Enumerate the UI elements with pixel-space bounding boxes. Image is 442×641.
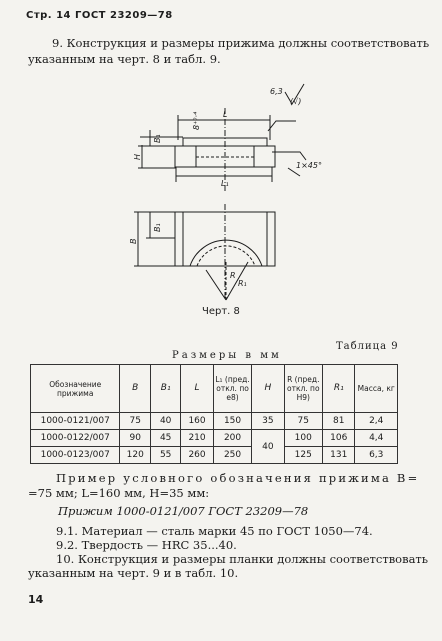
col-mass: Масса, кг <box>355 365 398 413</box>
cell: 1000-0122/007 <box>31 430 120 447</box>
label-R1: R₁ <box>238 279 247 288</box>
table-units: Размеры в мм <box>172 350 282 361</box>
figure-caption: Черт. 8 <box>202 306 240 317</box>
cell: 81 <box>323 413 355 430</box>
item-10-line1: 10. Конструкция и размеры планки должны соответствовать <box>56 552 429 566</box>
label-B1: B₁ <box>153 223 162 232</box>
table-row <box>31 447 398 464</box>
cell: 75 <box>284 413 323 430</box>
cell: 106 <box>323 430 355 447</box>
cell: 120 <box>120 447 151 464</box>
cell: 2,4 <box>355 413 398 430</box>
table-row <box>31 413 398 430</box>
col-B1: B₁ <box>151 365 181 413</box>
cell: 40 <box>252 430 284 464</box>
table-row <box>31 430 398 447</box>
page-header: Стр. 14 ГОСТ 23209—78 <box>26 10 173 21</box>
cell: 90 <box>120 430 151 447</box>
cell: 100 <box>284 430 323 447</box>
cell: 210 <box>181 430 213 447</box>
example-designation: Прижим 1000-0121/007 ГОСТ 23209—78 <box>58 504 309 518</box>
example-line1: Пример условного обозначения прижима B= <box>56 471 420 485</box>
cell: 200 <box>213 430 252 447</box>
col-L: L <box>181 365 213 413</box>
col-B: B <box>120 365 151 413</box>
col-R: R (пред. откл. по H9) <box>284 365 323 413</box>
table-9 <box>30 364 398 464</box>
item-10-line2: указанным на черт. 9 и в табл. 10. <box>28 566 239 580</box>
cell: 40 <box>151 413 181 430</box>
label-angle: 1×45° <box>296 161 322 170</box>
cell: 35 <box>252 413 284 430</box>
cell: 160 <box>181 413 213 430</box>
label-R: R <box>230 271 236 280</box>
item-9-1: 9.1. Материал — сталь марки 45 по ГОСТ 1050—74. <box>56 524 373 538</box>
cell: 250 <box>213 447 252 464</box>
paragraph-9-line2: указанным на черт. 8 и табл. 9. <box>28 52 221 66</box>
item-9-2: 9.2. Твердость — HRC 35...40. <box>56 538 237 552</box>
roughness-value: 6,3 <box>270 87 283 96</box>
col-L1: L₁ (пред. откл. по e8) <box>213 365 252 413</box>
table-header-row <box>31 365 398 413</box>
cell: 45 <box>151 430 181 447</box>
col-H: H <box>252 365 284 413</box>
table-number: Таблица 9 <box>336 341 399 352</box>
cell: 55 <box>151 447 181 464</box>
label-H: H <box>133 153 142 160</box>
col-R1: R₁ <box>323 365 355 413</box>
cell: 4,4 <box>355 430 398 447</box>
cell: 6,3 <box>355 447 398 464</box>
cell: 1000-0121/007 <box>31 413 120 430</box>
paragraph-9-line1: 9. Конструкция и размеры прижима должны соответствовать <box>52 36 430 50</box>
roughness-paren: (√) <box>290 97 302 106</box>
cell: 125 <box>284 447 323 464</box>
cell: 1000-0123/007 <box>31 447 120 464</box>
cell: 75 <box>120 413 151 430</box>
label-d: 8⁺⁰·⁴ <box>192 111 201 130</box>
cell: 260 <box>181 447 213 464</box>
label-L1: L₁ <box>221 179 229 188</box>
label-L: L <box>223 110 228 119</box>
cell: 150 <box>213 413 252 430</box>
example-line2: =75 мм; L=160 мм, H=35 мм: <box>28 486 210 500</box>
label-B1-top: B₁ <box>153 134 162 143</box>
label-B: B <box>129 238 138 244</box>
col-designation: Обозначение прижима <box>31 365 120 413</box>
cell: 131 <box>323 447 355 464</box>
page-number: 14 <box>28 593 44 606</box>
